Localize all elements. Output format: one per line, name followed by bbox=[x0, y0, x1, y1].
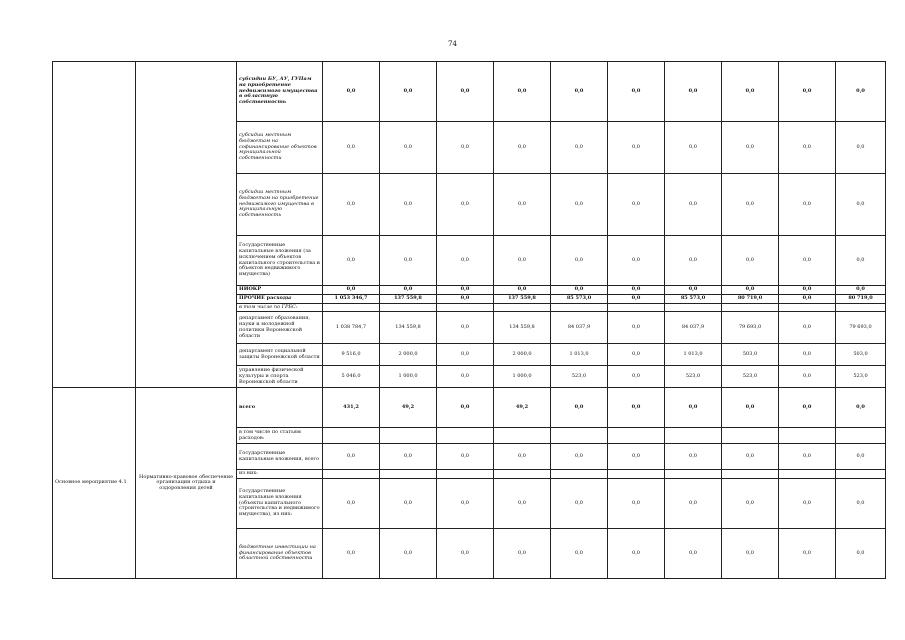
value-cell: 0,0 bbox=[779, 479, 836, 529]
value-cell: 0,0 bbox=[608, 479, 665, 529]
value-cell bbox=[323, 470, 380, 479]
value-cell: 0,0 bbox=[323, 236, 380, 286]
value-cell: 0,0 bbox=[437, 62, 494, 122]
value-cell: 0,0 bbox=[665, 444, 722, 470]
value-cell bbox=[494, 470, 551, 479]
value-cell: 0,0 bbox=[551, 444, 608, 470]
value-cell: 0,0 bbox=[551, 174, 608, 236]
value-cell: 84 037,9 bbox=[551, 312, 608, 344]
value-cell: 0,0 bbox=[380, 174, 437, 236]
value-cell: 0,0 bbox=[779, 286, 836, 295]
budget-table bbox=[52, 61, 886, 579]
value-cell: 0,0 bbox=[836, 529, 886, 579]
value-cell: 523,0 bbox=[722, 366, 779, 388]
funding-source-cell: субсидии местным бюджетам на софинансирование объектов муниципальной собственности bbox=[237, 122, 323, 174]
value-cell bbox=[551, 470, 608, 479]
value-cell: 0,0 bbox=[437, 366, 494, 388]
value-cell: 0,0 bbox=[665, 286, 722, 295]
value-cell: 80 719,0 bbox=[722, 294, 779, 303]
value-cell bbox=[779, 303, 836, 312]
value-cell: 137 559,8 bbox=[494, 294, 551, 303]
value-cell: 49,2 bbox=[494, 388, 551, 428]
value-cell bbox=[551, 303, 608, 312]
value-cell: 503,0 bbox=[722, 344, 779, 366]
value-cell bbox=[437, 428, 494, 444]
table-row bbox=[53, 62, 886, 122]
value-cell: 0,0 bbox=[551, 388, 608, 428]
value-cell: 503,0 bbox=[836, 344, 886, 366]
value-cell: 0,0 bbox=[323, 62, 380, 122]
funding-source-cell: бюджетные инвестиции на финансирование объектов областной собственности bbox=[237, 529, 323, 579]
value-cell: 49,2 bbox=[380, 388, 437, 428]
page-number: 74 bbox=[448, 40, 457, 48]
value-cell: 79 693,0 bbox=[722, 312, 779, 344]
value-cell: 0,0 bbox=[836, 444, 886, 470]
value-cell: 0,0 bbox=[722, 174, 779, 236]
value-cell: 1 013,0 bbox=[551, 344, 608, 366]
value-cell bbox=[722, 428, 779, 444]
value-cell: 0,0 bbox=[779, 294, 836, 303]
value-cell: 0,0 bbox=[608, 366, 665, 388]
value-cell: 0,0 bbox=[380, 444, 437, 470]
value-cell bbox=[608, 303, 665, 312]
value-cell: 0,0 bbox=[836, 479, 886, 529]
funding-source-cell: Государственные капитальные вложения (за исключением объектов капитального строительства и объектов недвижимого имущества) bbox=[237, 236, 323, 286]
value-cell: 0,0 bbox=[665, 122, 722, 174]
value-cell: 0,0 bbox=[722, 444, 779, 470]
value-cell: 0,0 bbox=[608, 236, 665, 286]
value-cell: 80 719,0 bbox=[836, 294, 886, 303]
value-cell bbox=[551, 428, 608, 444]
value-cell: 0,0 bbox=[437, 236, 494, 286]
value-cell: 0,0 bbox=[551, 236, 608, 286]
value-cell: 0,0 bbox=[665, 236, 722, 286]
value-cell: 0,0 bbox=[551, 479, 608, 529]
value-cell: 0,0 bbox=[836, 174, 886, 236]
value-cell bbox=[380, 470, 437, 479]
value-cell bbox=[608, 428, 665, 444]
value-cell: 0,0 bbox=[437, 294, 494, 303]
value-cell bbox=[836, 303, 886, 312]
funding-source-cell: департамент социальной защиты Воронежской области bbox=[237, 344, 323, 366]
funding-source-cell: департамент образования, науки и молодежной политики Воронежской области bbox=[237, 312, 323, 344]
funding-source-cell: НИОКР bbox=[237, 286, 323, 295]
funding-source-cell: управление физической культуры и спорта Воронежской области bbox=[237, 366, 323, 388]
value-cell: 1 038 784,7 bbox=[323, 312, 380, 344]
value-cell: 0,0 bbox=[608, 529, 665, 579]
value-cell: 0,0 bbox=[437, 388, 494, 428]
value-cell: 0,0 bbox=[437, 529, 494, 579]
value-cell: 523,0 bbox=[836, 366, 886, 388]
value-cell: 0,0 bbox=[836, 388, 886, 428]
value-cell: 0,0 bbox=[323, 174, 380, 236]
value-cell bbox=[665, 303, 722, 312]
value-cell: 0,0 bbox=[437, 174, 494, 236]
value-cell bbox=[722, 470, 779, 479]
value-cell bbox=[380, 428, 437, 444]
value-cell: 0,0 bbox=[665, 388, 722, 428]
value-cell bbox=[494, 303, 551, 312]
value-cell: 0,0 bbox=[836, 62, 886, 122]
value-cell: 523,0 bbox=[665, 366, 722, 388]
funding-source-cell: субсидии БУ, АУ, ГУПам на приобретение недвижимого имущества в областную собственность bbox=[237, 62, 323, 122]
funding-source-cell: в том числе по ГРБС: bbox=[237, 303, 323, 312]
value-cell bbox=[323, 428, 380, 444]
value-cell: 0,0 bbox=[722, 62, 779, 122]
activity-name-cell: Нормативно-правовое обеспечение организации отдыха и оздоровления детей bbox=[136, 388, 237, 579]
value-cell bbox=[437, 470, 494, 479]
value-cell: 0,0 bbox=[494, 62, 551, 122]
value-cell: 0,0 bbox=[665, 174, 722, 236]
value-cell: 0,0 bbox=[437, 479, 494, 529]
value-cell: 2 000,0 bbox=[380, 344, 437, 366]
funding-source-cell: в том числе по статьям расходов: bbox=[237, 428, 323, 444]
value-cell: 1 000,0 bbox=[380, 366, 437, 388]
value-cell: 5 046,0 bbox=[323, 366, 380, 388]
value-cell: 0,0 bbox=[836, 286, 886, 295]
value-cell bbox=[665, 470, 722, 479]
value-cell: 0,0 bbox=[608, 344, 665, 366]
value-cell: 0,0 bbox=[779, 236, 836, 286]
value-cell: 0,0 bbox=[779, 174, 836, 236]
value-cell: 0,0 bbox=[323, 479, 380, 529]
value-cell: 0,0 bbox=[779, 388, 836, 428]
value-cell bbox=[722, 303, 779, 312]
value-cell: 0,0 bbox=[665, 529, 722, 579]
value-cell bbox=[779, 470, 836, 479]
value-cell: 0,0 bbox=[323, 122, 380, 174]
value-cell: 0,0 bbox=[494, 286, 551, 295]
value-cell: 1 053 346,7 bbox=[323, 294, 380, 303]
value-cell: 79 693,0 bbox=[836, 312, 886, 344]
value-cell: 0,0 bbox=[608, 286, 665, 295]
value-cell: 0,0 bbox=[551, 286, 608, 295]
value-cell: 0,0 bbox=[779, 366, 836, 388]
value-cell: 84 037,9 bbox=[665, 312, 722, 344]
value-cell bbox=[608, 470, 665, 479]
value-cell: 0,0 bbox=[722, 388, 779, 428]
value-cell: 0,0 bbox=[323, 286, 380, 295]
value-cell: 2 000,0 bbox=[494, 344, 551, 366]
activity-code-cell bbox=[53, 62, 136, 388]
value-cell: 0,0 bbox=[380, 479, 437, 529]
funding-source-cell: Государственные капитальные вложения, всего bbox=[237, 444, 323, 470]
value-cell: 0,0 bbox=[608, 312, 665, 344]
value-cell bbox=[494, 428, 551, 444]
value-cell: 0,0 bbox=[380, 529, 437, 579]
value-cell: 0,0 bbox=[494, 236, 551, 286]
value-cell: 0,0 bbox=[608, 388, 665, 428]
value-cell: 1 013,0 bbox=[665, 344, 722, 366]
value-cell: 0,0 bbox=[494, 529, 551, 579]
value-cell: 0,0 bbox=[323, 529, 380, 579]
value-cell: 0,0 bbox=[437, 312, 494, 344]
value-cell bbox=[665, 428, 722, 444]
value-cell: 0,0 bbox=[494, 479, 551, 529]
value-cell: 0,0 bbox=[608, 174, 665, 236]
value-cell bbox=[836, 428, 886, 444]
value-cell: 137 559,8 bbox=[380, 294, 437, 303]
value-cell: 0,0 bbox=[437, 122, 494, 174]
value-cell: 1 000,0 bbox=[494, 366, 551, 388]
value-cell: 0,0 bbox=[380, 62, 437, 122]
value-cell: 0,0 bbox=[380, 236, 437, 286]
value-cell: 0,0 bbox=[665, 62, 722, 122]
funding-source-cell: ПРОЧИЕ расходы bbox=[237, 294, 323, 303]
value-cell: 523,0 bbox=[551, 366, 608, 388]
value-cell: 0,0 bbox=[608, 122, 665, 174]
value-cell: 0,0 bbox=[608, 294, 665, 303]
value-cell: 0,0 bbox=[608, 62, 665, 122]
value-cell: 0,0 bbox=[494, 444, 551, 470]
value-cell bbox=[836, 470, 886, 479]
value-cell: 0,0 bbox=[722, 529, 779, 579]
value-cell: 0,0 bbox=[380, 286, 437, 295]
value-cell: 0,0 bbox=[494, 122, 551, 174]
value-cell: 134 559,8 bbox=[494, 312, 551, 344]
value-cell: 0,0 bbox=[551, 529, 608, 579]
value-cell: 0,0 bbox=[779, 344, 836, 366]
value-cell: 0,0 bbox=[722, 236, 779, 286]
value-cell: 0,0 bbox=[779, 62, 836, 122]
value-cell: 0,0 bbox=[836, 236, 886, 286]
value-cell: 0,0 bbox=[779, 529, 836, 579]
value-cell: 0,0 bbox=[779, 122, 836, 174]
value-cell: 9 516,0 bbox=[323, 344, 380, 366]
activity-name-cell bbox=[136, 62, 237, 388]
value-cell: 0,0 bbox=[380, 122, 437, 174]
value-cell: 0,0 bbox=[437, 444, 494, 470]
value-cell: 0,0 bbox=[494, 174, 551, 236]
value-cell: 85 573,0 bbox=[551, 294, 608, 303]
value-cell: 0,0 bbox=[551, 122, 608, 174]
value-cell: 0,0 bbox=[779, 312, 836, 344]
table-row bbox=[53, 388, 886, 428]
value-cell: 0,0 bbox=[722, 286, 779, 295]
funding-source-cell: из них: bbox=[237, 470, 323, 479]
value-cell bbox=[323, 303, 380, 312]
funding-source-cell: субсидии местным бюджетам на приобретение недвижимого имущества в муниципальную собственность bbox=[237, 174, 323, 236]
value-cell: 134 559,8 bbox=[380, 312, 437, 344]
value-cell: 85 573,0 bbox=[665, 294, 722, 303]
value-cell bbox=[779, 428, 836, 444]
value-cell: 0,0 bbox=[779, 444, 836, 470]
value-cell: 0,0 bbox=[608, 444, 665, 470]
value-cell: 0,0 bbox=[722, 122, 779, 174]
value-cell: 0,0 bbox=[323, 444, 380, 470]
value-cell: 0,0 bbox=[722, 479, 779, 529]
value-cell bbox=[380, 303, 437, 312]
value-cell: 0,0 bbox=[437, 344, 494, 366]
value-cell: 0,0 bbox=[836, 122, 886, 174]
value-cell: 431,2 bbox=[323, 388, 380, 428]
value-cell bbox=[437, 303, 494, 312]
funding-source-cell: всего bbox=[237, 388, 323, 428]
value-cell: 0,0 bbox=[551, 62, 608, 122]
activity-code-cell: Основное мероприятие 4.1 bbox=[53, 388, 136, 579]
funding-source-cell: Государственные капитальные вложения (объекты капитального строительства и недвижимого имущества), из них: bbox=[237, 479, 323, 529]
value-cell: 0,0 bbox=[437, 286, 494, 295]
value-cell: 0,0 bbox=[665, 479, 722, 529]
